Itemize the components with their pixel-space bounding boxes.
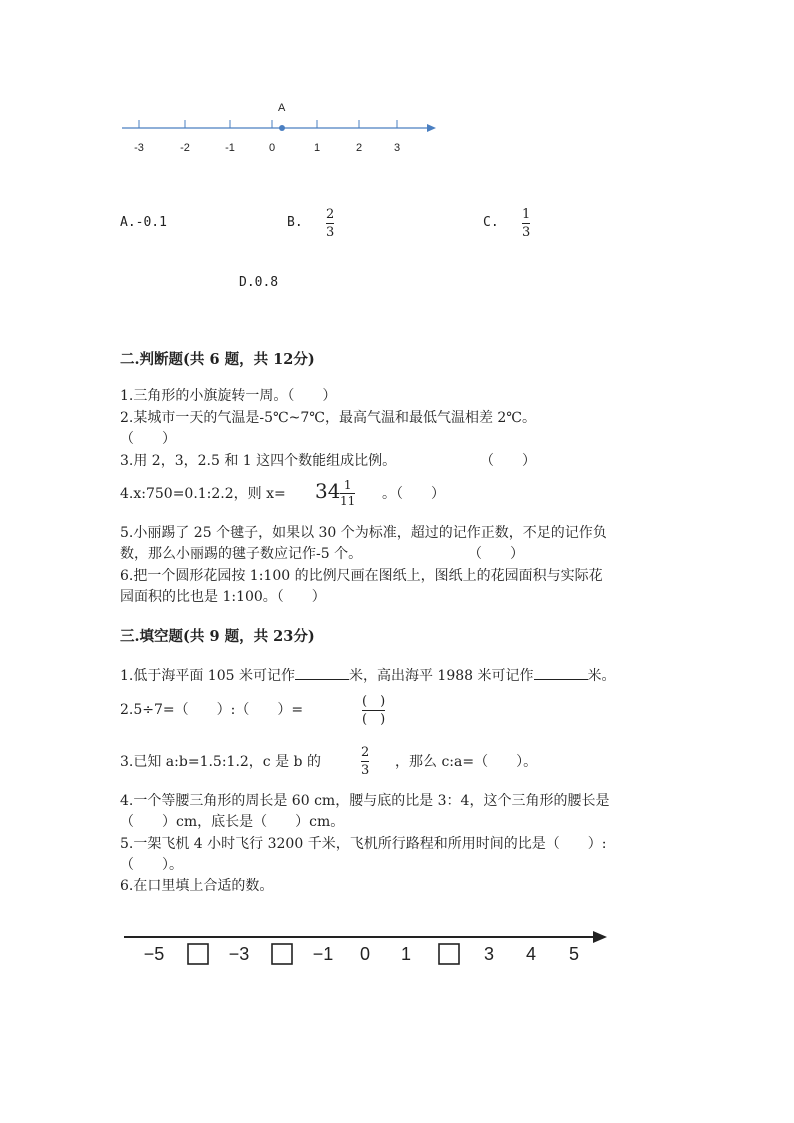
s2-q6-line2: 园面积的比也是 1:100。（ ） [120, 589, 326, 605]
point-a-label: A [278, 102, 286, 114]
s3-q5-line2: （ ）。 [120, 857, 183, 873]
answer-box[interactable] [188, 944, 208, 964]
number-line-2-label: 0 [359, 944, 371, 964]
option-b-denominator: 3 [326, 225, 335, 240]
s2-q2-line2: （ ） [120, 431, 176, 447]
section2-heading: 二.判断题(共 6 题，共 12分) [120, 351, 315, 368]
number-line-2-label: −3 [228, 944, 250, 964]
tick-label: 2 [355, 142, 363, 154]
s2-q4-whole: 34 [315, 479, 341, 503]
s3-q2-fraction [362, 694, 385, 727]
s3-q3-prefix: 3.已知 a:b=1.5:1.2，c 是 b 的 [120, 754, 321, 770]
s2-q5-line2: 数，那么小丽踢的毽子数应记作-5 个。 [120, 546, 363, 562]
s3-q2-denominator[interactable]: ( ) [362, 712, 386, 727]
s3-q3-numerator: 2 [361, 745, 370, 760]
s3-q1-part2: 米，高出海平 1988 米可记作 [348, 668, 534, 684]
number-line-2-label: −1 [312, 944, 334, 964]
number-line-2-label: 4 [525, 944, 537, 964]
s3-q4-line1: 4.一个等腰三角形的周长是 60 cm，腰与底的比是 3：4，这个三角形的腰长是 [120, 793, 610, 809]
s3-q3-denominator: 3 [361, 763, 370, 778]
s3-q1-part1: 1.低于海平面 105 米可记作 [120, 668, 295, 684]
option-c-prefix[interactable]: C. [483, 215, 499, 230]
s2-q3-paren: （ ） [480, 453, 536, 469]
option-a[interactable]: A.-0.1 [120, 215, 167, 230]
number-line-arrow [427, 124, 436, 132]
number-line-2-label: −5 [143, 944, 165, 964]
tick-label: 3 [393, 142, 401, 154]
number-line-2-label: 3 [483, 944, 495, 964]
s3-q1-blank2[interactable] [534, 665, 588, 680]
s2-q1: 1.三角形的小旗旋转一周。（ ） [120, 388, 337, 404]
s2-q4-numerator: 1 [343, 478, 352, 492]
number-line-2-arrow [593, 931, 607, 943]
s3-q1-blank1[interactable] [295, 665, 349, 680]
s3-q3-suffix: ，那么 c:a=（ ）。 [395, 754, 538, 770]
s3-q6: 6.在口里填上合适的数。 [120, 878, 274, 894]
option-c-numerator: 1 [522, 207, 531, 222]
option-b-prefix[interactable]: B. [287, 215, 303, 230]
number-line-2-label: 5 [568, 944, 580, 964]
number-line-fill-in [0, 920, 794, 980]
answer-box[interactable] [272, 944, 292, 964]
option-d[interactable]: D.0.8 [239, 275, 279, 290]
s2-q4-prefix: 4.x:750=0.1:2.2，则 x= [120, 486, 286, 502]
s3-q2-text: 2.5÷7=（ ）:（ ）= [120, 702, 304, 718]
s2-q5-paren: （ ） [468, 546, 524, 562]
s2-q2-line1: 2.某城市一天的气温是-5℃~7℃，最高气温和最低气温相差 2℃。 [120, 410, 536, 426]
tick-label: 1 [313, 142, 321, 154]
answer-box[interactable] [439, 944, 459, 964]
s2-q6-line1: 6.把一个圆形花园按 1:100 的比例尺画在图纸上，图纸上的花园面积与实际花 [120, 568, 603, 584]
tick-label: -2 [180, 142, 190, 154]
section3-heading: 三.填空题(共 9 题，共 23分) [120, 628, 315, 645]
option-b-fraction [326, 207, 334, 240]
s2-q4-fraction [340, 479, 355, 508]
s3-q4-line2: （ ）cm，底长是（ ）cm。 [120, 814, 345, 830]
s2-q4-denominator: 11 [340, 494, 356, 508]
number-line-a [0, 0, 794, 170]
tick-label: -3 [134, 142, 144, 154]
tick-label: -1 [225, 142, 235, 154]
tick-label: 0 [268, 142, 276, 154]
s3-q5-line1: 5.一架飞机 4 小时飞行 3200 千米，飞机所行路程和所用时间的比是（ ）: [120, 836, 607, 852]
s3-q2-numerator[interactable]: ( ) [362, 694, 386, 709]
number-line-2-label: 1 [400, 944, 412, 964]
point-a-marker [279, 125, 285, 131]
s2-q4-suffix: 。（ ） [382, 486, 445, 502]
option-c-denominator: 3 [522, 225, 531, 240]
s3-q1 [120, 665, 616, 686]
option-c-fraction [522, 207, 530, 240]
option-b-numerator: 2 [326, 207, 335, 222]
s3-q1-part3: 米。 [587, 668, 616, 684]
s2-q3: 3.用 2，3，2.5 和 1 这四个数能组成比例。 [120, 453, 397, 469]
s2-q5-line1: 5.小丽踢了 25 个毽子，如果以 30 个为标准，超过的记作正数，不足的记作负 [120, 525, 607, 541]
s3-q3-fraction [361, 745, 369, 778]
